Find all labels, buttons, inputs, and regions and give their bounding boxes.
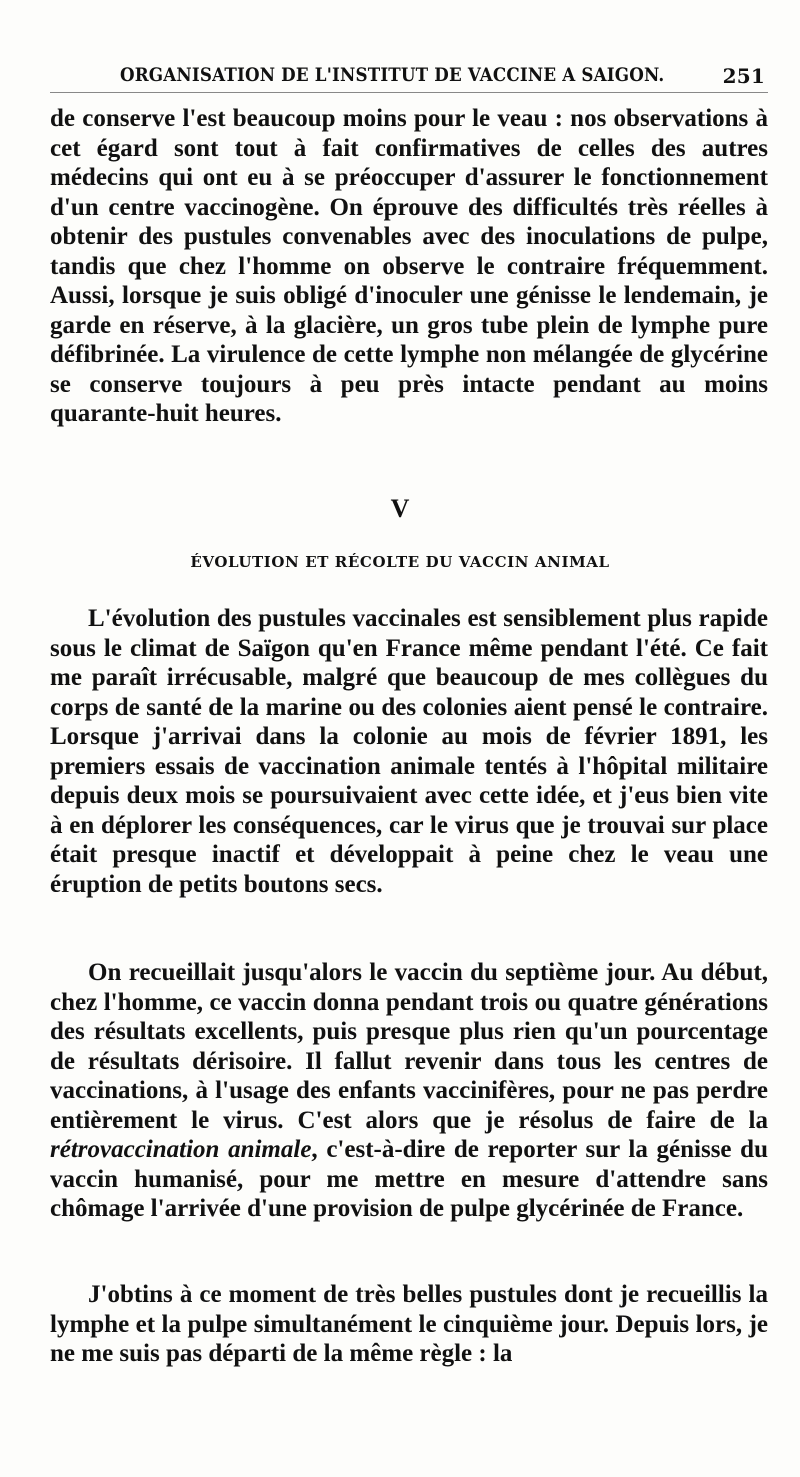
section-number: V: [390, 494, 410, 523]
running-head: [50, 58, 765, 88]
running-title: ORGANISATION DE L'INSTITUT DE VACCINE A SAIGON.: [120, 64, 665, 86]
header-rule: [50, 92, 768, 93]
paragraph-2: [50, 604, 768, 899]
paragraph-1-text: de conserve l'est beaucoup moins pour le veau : nos observations à cet égard sont tout à fait confirmatives de celles des autres médecins qui ont eu à se préoccuper d'assurer le fonctionnement d'un centre vaccinogène. On éprouve des difficultés très réelles à obtenir des pustules convenables avec des inoculations de pulpe, tandis que chez l'homme on observe le contraire fréquemment. Aussi, lorsque je suis obligé d'inoculer une génisse le lendemain, je garde en réserve, à la glacière, un gros tube plein de lymphe pure défibrinée. La virulence de cette lymphe non mélangée de glycérine se conserve toujours à peu près intacte pendant au moins quarante-huit heures.: [50, 105, 768, 427]
paragraph-2-text: L'évolution des pustules vaccinales est sensiblement plus rapide sous le climat de Saïgon qu'en France même pendant l'été. Ce fait me paraît irrécusable, malgré que beaucoup de mes collègues du corps de santé de la marine ou des colonies aient pensé le contraire. Lorsque j'arrivai dans la colonie au mois de février 1891, les premiers essais de vaccination animale tentés à l'hôpital militaire depuis deux mois se poursuivaient avec cette idée, et j'eus bien vite à en déplorer les conséquences, car le virus que je trouvai sur place était presque inactif et développait à peine chez le veau une éruption de petits boutons secs.: [50, 605, 768, 898]
page-number: 251: [722, 64, 765, 88]
paragraph-3: [50, 958, 768, 1224]
paragraph-3-part-2: , c'est-à-dire de reporter sur la génisse du vaccin humanisé, pour me mettre en mesure d'attendre sans chômage l'arrivée d'une provision de pulpe glycérinée de France.: [50, 1136, 768, 1222]
paragraph-3-text: [50, 958, 768, 1224]
paragraph-4-text: J'obtins à ce moment de très belles pustules dont je recueillis la lymphe et la pulpe simultanément le cinquième jour. Depuis lors, je ne me suis pas départi de la même règle : la: [50, 1281, 768, 1367]
paragraph-3-part-1: On recueillait jusqu'alors le vaccin du septième jour. Au début, chez l'homme, ce vaccin donna pendant trois ou quatre générations des résultats excellents, puis presque plus rien qu'un pourcentage de résultats dérisoire. Il fallut revenir dans tous les centres de vaccinations, à l'usage des enfants vaccinifères, pour ne pas perdre entièrement le virus. C'est alors que je résolus de faire de la: [50, 959, 768, 1134]
paragraph-3-italic-term: rétrovaccination animale: [50, 1136, 312, 1163]
section-title: ÉVOLUTION ET RÉCOLTE DU VACCIN ANIMAL: [190, 553, 610, 571]
paragraph-4: [50, 1280, 768, 1369]
paragraph-continuation: [50, 104, 768, 429]
